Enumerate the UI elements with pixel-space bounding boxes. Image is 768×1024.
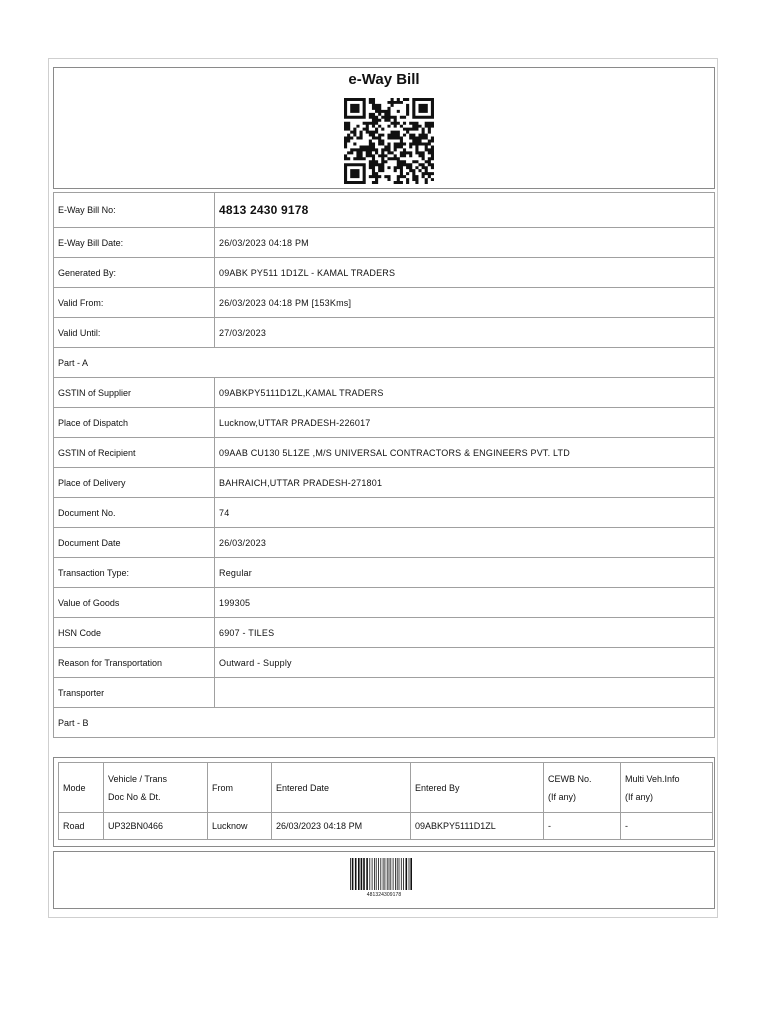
row-transporter	[53, 677, 715, 708]
row-valid-from	[53, 287, 715, 318]
th-from: From	[208, 763, 272, 813]
value-eway-bill-date: 26/03/2023 04:18 PM	[219, 237, 309, 248]
label-transaction-type: Transaction Type:	[54, 558, 215, 587]
label-place-dispatch: Place of Dispatch	[54, 408, 215, 437]
th-mode: Mode	[59, 763, 104, 813]
value-generated-by: 09ABK PY511 1D1ZL - KAMAL TRADERS	[219, 267, 396, 278]
value-value-goods: 199305	[219, 597, 251, 608]
qr-code	[344, 98, 434, 184]
row-eway-bill-date	[53, 227, 715, 258]
value-document-no: 74	[219, 507, 230, 518]
transport-table-header	[59, 763, 713, 813]
td-multi: -	[621, 813, 713, 840]
th-cewb	[544, 763, 621, 813]
th-vehicle-line2: Doc No & Dt.	[108, 791, 161, 802]
th-entered-by: Entered By	[411, 763, 544, 813]
row-gstin-supplier	[53, 377, 715, 408]
label-eway-bill-no: E-Way Bill No:	[54, 193, 215, 227]
label-document-no: Document No.	[54, 498, 215, 527]
value-valid-until: 27/03/2023	[219, 327, 267, 338]
part-a-heading-row	[53, 347, 715, 378]
label-valid-until: Valid Until:	[54, 318, 215, 347]
label-valid-from: Valid From:	[54, 288, 215, 317]
value-reason-transport: Outward - Supply	[219, 657, 292, 668]
th-cewb-line1: CEWB No.	[548, 773, 592, 784]
label-reason-transport: Reason for Transportation	[54, 648, 215, 677]
th-vehicle-line1: Vehicle / Trans	[108, 773, 168, 784]
td-entered-date: 26/03/2023 04:18 PM	[272, 813, 411, 840]
row-valid-until	[53, 317, 715, 348]
value-document-date: 26/03/2023	[219, 537, 267, 548]
th-multi-line2: (If any)	[625, 791, 654, 802]
label-hsn-code: HSN Code	[54, 618, 215, 647]
value-place-dispatch: Lucknow,UTTAR PRADESH-226017	[219, 417, 371, 428]
part-b-heading: Part - B	[58, 717, 89, 728]
row-value-goods	[53, 587, 715, 618]
label-gstin-supplier: GSTIN of Supplier	[54, 378, 215, 407]
td-vehicle: UP32BN0466	[104, 813, 208, 840]
td-cewb: -	[544, 813, 621, 840]
value-transporter	[215, 678, 714, 707]
th-entered-date: Entered Date	[272, 763, 411, 813]
barcode	[350, 858, 414, 890]
value-gstin-supplier: 09ABKPY5111D1ZL,KAMAL TRADERS	[219, 387, 384, 398]
value-transaction-type: Regular	[219, 567, 252, 578]
barcode-number: 481324309178	[366, 892, 402, 898]
value-gstin-recipient: 09AAB CU130 5L1ZE ,M/S UNIVERSAL CONTRACTORS & ENGINEERS PVT. LTD	[219, 447, 570, 458]
label-value-goods: Value of Goods	[54, 588, 215, 617]
td-mode: Road	[59, 813, 104, 840]
eway-bill-page	[48, 58, 718, 918]
transport-table	[58, 762, 713, 840]
label-gstin-recipient: GSTIN of Recipient	[54, 438, 215, 467]
label-document-date: Document Date	[54, 528, 215, 557]
part-b-box	[53, 757, 715, 847]
th-multi	[621, 763, 713, 813]
footer-box	[53, 851, 715, 909]
th-multi-line1: Multi Veh.Info	[625, 773, 680, 784]
document-title: e-Way Bill	[348, 71, 420, 88]
row-generated-by	[53, 257, 715, 288]
label-transporter: Transporter	[54, 678, 215, 707]
header-box	[53, 67, 715, 189]
label-place-delivery: Place of Delivery	[54, 468, 215, 497]
details-grid	[53, 192, 715, 737]
row-place-dispatch	[53, 407, 715, 438]
row-gstin-recipient	[53, 437, 715, 468]
table-row	[59, 813, 713, 840]
th-cewb-line2: (If any)	[548, 791, 577, 802]
row-transaction-type	[53, 557, 715, 588]
value-eway-bill-no: 4813 2430 9178	[219, 203, 309, 217]
part-b-heading-row	[53, 707, 715, 738]
row-hsn-code	[53, 617, 715, 648]
th-vehicle	[104, 763, 208, 813]
row-document-date	[53, 527, 715, 558]
row-reason-transport	[53, 647, 715, 678]
td-entered-by: 09ABKPY5111D1ZL	[411, 813, 544, 840]
value-valid-from: 26/03/2023 04:18 PM [153Kms]	[219, 297, 352, 308]
label-eway-bill-date: E-Way Bill Date:	[54, 228, 215, 257]
row-document-no	[53, 497, 715, 528]
value-hsn-code: 6907 - TILES	[219, 627, 275, 638]
row-eway-bill-no	[53, 192, 715, 228]
value-place-delivery: BAHRAICH,UTTAR PRADESH-271801	[219, 477, 383, 488]
part-a-heading: Part - A	[58, 357, 89, 368]
td-from: Lucknow	[208, 813, 272, 840]
label-generated-by: Generated By:	[54, 258, 215, 287]
row-place-delivery	[53, 467, 715, 498]
